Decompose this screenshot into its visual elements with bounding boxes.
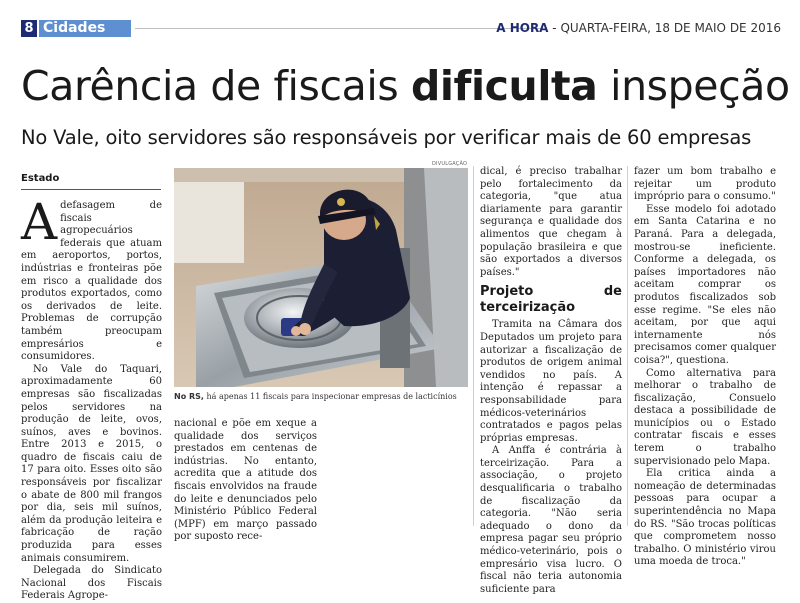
article-paragraph: No Vale do Taquari, aproximadamente 60 empresas são fiscalizadas pelos servidores na produção de leite, ovos, suínos, aves e bovinos. Entre 2013 e 2015, o quadro de fiscais caiu de 17 para oito. Esses oito são responsáveis por fiscalizar o abate de 800 mil frangos por dia, seis mil suínos, além da produção leiteira e fabricação de ração produzida para esses animais consumirem. bbox=[21, 363, 162, 564]
caption-text: há apenas 11 fiscais para inspecionar empresas de lacticínios bbox=[203, 392, 457, 401]
date-line: - QUARTA-FEIRA, 18 DE MAIO DE 2016 bbox=[548, 21, 781, 35]
article-paragraph bbox=[21, 193, 162, 364]
page-number: 8 bbox=[21, 20, 37, 37]
article-paragraph: fazer um bom trabalho e rejeitar um produto impróprio para o consumo." bbox=[634, 166, 776, 203]
article-column-3 bbox=[480, 166, 622, 596]
article-paragraph: Ela critica ainda a nomeação de determinadas pessoas para ocupar a superintendência no Mapa do RS. "São trocas políticas que comprometem nosso trabalho. O ministério virou uma moeda de troca." bbox=[634, 468, 776, 568]
article-paragraph: Esse modelo foi adotado em Santa Catarina e no Paraná. Para a delegada, mostrou-se ineficiente. Conforme a delegada, os países importadores não aceitam comprar os produtos fiscalizados sob esse regime. "Se eles não aceitam, por que aqui internamente nós precisamos comer qualquer coisa?", questiona. bbox=[634, 203, 776, 366]
column-divider bbox=[473, 166, 474, 526]
caption-tag: No RS, bbox=[174, 392, 204, 401]
article-column-4 bbox=[634, 166, 776, 569]
drop-cap: A bbox=[21, 193, 58, 251]
headline-bold: dificulta bbox=[410, 62, 598, 110]
article-paragraph: Como alternativa para melhorar o trabalho de fiscalização, Consuelo destaca a possibilidade de municípios ou o Estado contratar fiscais e esses terem o trabalho supervisionado pelo Mapa. bbox=[634, 367, 776, 467]
article-column-2 bbox=[174, 418, 317, 544]
paragraph-text: defasagem de fiscais agropecuários federais que atuam em aeroportos, portos, indústrias e fronteiras põe em risco a qualidade dos produtos exportados, como os derivados de leite. Problemas de corrupção também preocupam empresários e consumidores. bbox=[21, 200, 162, 363]
article-paragraph: Delegada do Sindicato Nacional dos Fiscais Federais Agrope- bbox=[21, 565, 162, 602]
article-paragraph: nacional e põe em xeque a qualidade dos serviços prestados em centenas de indústrias. No entanto, acredita que a atitude dos fiscais envolvidos na fraude do leite e denunciados pelo Ministério Público Federal (MPF) em março passado por suposto rece- bbox=[174, 418, 317, 543]
photo-caption bbox=[174, 392, 468, 402]
byline-rule bbox=[21, 189, 161, 190]
header-rule bbox=[135, 28, 543, 29]
column-divider bbox=[627, 166, 628, 526]
article-photo bbox=[174, 168, 468, 387]
newspaper-name: A HORA bbox=[496, 21, 549, 35]
article-paragraph: dical, é preciso trabalhar pelo fortalecimento da categoria, "que atua diariamente para garantir segurança e qualidade dos alimentos que chegam à população brasileira e que são exportados a diversos países." bbox=[480, 166, 622, 278]
article-column-1 bbox=[21, 193, 162, 603]
section-label: Cidades bbox=[39, 20, 131, 37]
photo-credit: DIVULGAÇÃO bbox=[432, 161, 468, 167]
byline: Estado bbox=[21, 173, 60, 184]
headline bbox=[21, 62, 790, 110]
headline-part2: inspeção bbox=[597, 62, 790, 110]
subheadline: No Vale, oito servidores são responsáveis por verificar mais de 60 empresas bbox=[21, 126, 752, 149]
article-paragraph: A Anffa é contrária à terceirização. Para a associação, o projeto desqualificaria o trabalho de fiscalização da categoria. "Não seria adequado o dono da empresa pagar seu próprio médico-veterinário, pois o empresário visa lucro. O fiscal não teria autonomia suficiente para bbox=[480, 445, 622, 595]
subsection-title: Projeto de terceirização bbox=[480, 284, 622, 316]
article-paragraph: Tramita na Câmara dos Deputados um projeto para autorizar a fiscalização de produtos de origem animal vendidos no país. A intenção é repassar a responsabilidade para médicos-veterinários contratados e pagos pelas próprias empresas. bbox=[480, 319, 622, 444]
headline-part1: Carência de fiscais bbox=[21, 62, 411, 110]
masthead bbox=[496, 21, 781, 35]
inspector-photo-illustration bbox=[174, 168, 468, 387]
page-header bbox=[21, 18, 781, 40]
